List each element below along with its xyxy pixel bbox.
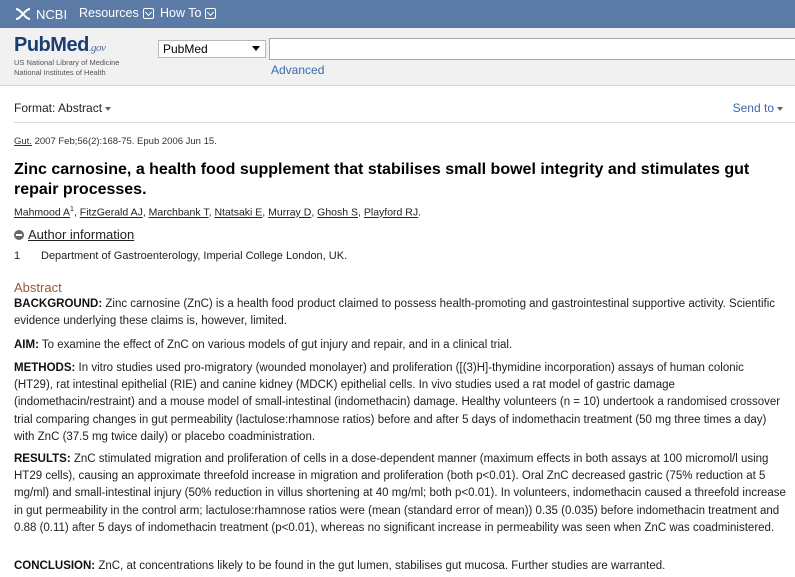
format-label: Format: (14, 101, 56, 115)
conclusion-text: ZnC, at concentrations likely to be found in the gut lumen, stabilises gut mucosa. Further studies are warranted. (95, 560, 666, 572)
abstract-aim (14, 337, 786, 354)
abstract-results (14, 451, 786, 537)
database-select[interactable] (158, 40, 266, 58)
conclusion-label: CONCLUSION: (14, 560, 96, 572)
background-label: BACKGROUND: (14, 298, 103, 310)
format-value: Abstract (58, 101, 103, 115)
ncbi-label: NCBI (36, 6, 68, 22)
author-link[interactable]: Mahmood A (14, 206, 71, 219)
aim-text: To examine the effect of ZnC on various models of gut injury and repair, and in a clinical trial. (38, 339, 513, 351)
nih-line: National Institutes of Health (14, 68, 106, 77)
methods-text: In vitro studies used pro-migratory (wounded monolayer) and proliferation ([(3)H]-thymidine incorporation) assays of human colonic (HT29), rat intestinal epithelial (RIE) and canine kidney (MDCK) epithelial cells. In vivo studies used a rat model of gastric damage (indomethacin/restraint) and a mouse model of small-intestinal (indomethacin) damage. Healthy volunteers (n = 10) undertook a randomised crossover trial comparing changes in gut permeability (lactulose:rhamnose ratios) before and after 5 days of indomethacin treatment (50 mg three times a day) with ZnC (37.5 mg twice daily) or placebo coadministration. (14, 362, 781, 443)
advanced-search-link[interactable]: Advanced (271, 63, 325, 77)
author-information-label: Author information (28, 227, 135, 242)
howto-menu[interactable] (160, 6, 216, 20)
author-link[interactable]: Ntatsaki E (214, 206, 263, 219)
howto-label: How To (160, 6, 202, 20)
chevron-down-icon (205, 8, 216, 19)
collapse-icon (14, 230, 24, 240)
author-information-toggle[interactable] (14, 227, 134, 242)
database-value: PubMed (163, 42, 208, 56)
results-text: ZnC stimulated migration and proliferation of cells in a dose-dependent manner (maximum effects in both assays at 100 micromol/l using HT29 cells), causing an approximate threefold increase in migration and proliferation (both p<0.01). Oral ZnC decreased gastric (75% reduction at 5 mg/ml) and small-intestinal injury (50% reduction in villus shortening at 40 mg/ml; both p<0.01). In volunteers, indomethacin caused a threefold increase in gut permeability in the control arm; lactulose:rhamnose ratios were (mean (standard error of mean)) 0.35 (0.035) before indomethacin treatment and 0.88 (0.11) after 5 days of indomethacin treatment (p<0.01), whereas no significant increase in permeability was seen when ZnC was coadministered. (14, 453, 786, 534)
abstract-background (14, 296, 786, 330)
citation (14, 136, 217, 147)
caret-down-icon (777, 107, 783, 111)
author-link[interactable]: Murray D (268, 206, 312, 219)
author-link[interactable]: Marchbank T (148, 206, 209, 219)
caret-down-icon (105, 107, 111, 111)
article-title: Zinc carnosine, a health food supplement that stabilises small bowel integrity and stimulates gut repair processes. (14, 161, 750, 198)
ncbi-helix-icon (14, 6, 32, 22)
chevron-down-icon (143, 8, 154, 19)
nlm-line: US National Library of Medicine (14, 58, 120, 67)
send-to-menu[interactable] (733, 101, 783, 115)
journal-link[interactable]: Gut. (14, 136, 32, 147)
abstract-heading: Abstract (14, 280, 62, 295)
citation-details: 2007 Feb;56(2):168-75. Epub 2006 Jun 15. (31, 136, 217, 147)
logo-pub: Pub (14, 34, 51, 56)
ncbi-topbar (0, 0, 795, 28)
ncbi-logo-link[interactable] (14, 5, 67, 23)
affiliation (14, 250, 347, 262)
author-link[interactable]: Playford RJ (363, 206, 419, 219)
divider (14, 122, 795, 123)
affiliation-text: Department of Gastroenterology, Imperial College London, UK. (41, 250, 348, 262)
abstract-methods (14, 360, 786, 446)
author-list: Mahmood $A^1$, FitzGerald AJ, Marchbank T, Ntatsaki E, Murray D, Ghosh S, Playford RJ. (14, 206, 422, 219)
affiliation-sup: 1 (70, 206, 74, 213)
abstract-conclusion (14, 558, 786, 575)
send-to-label: Send to (732, 101, 774, 115)
dropdown-arrow-icon (252, 46, 260, 51)
resources-label: Resources (79, 6, 139, 20)
search-band (0, 28, 795, 86)
resources-menu[interactable] (79, 6, 154, 20)
logo-gov: .gov (88, 42, 106, 54)
pubmed-logo[interactable] (14, 34, 119, 77)
search-input[interactable] (269, 38, 795, 60)
author-link[interactable]: FitzGerald AJ (79, 206, 143, 219)
format-selector[interactable] (14, 101, 111, 115)
author-link[interactable]: Ghosh S (317, 206, 359, 219)
logo-med: Med (50, 34, 89, 56)
results-label: RESULTS: (14, 453, 71, 465)
affiliation-number: 1 (14, 250, 21, 262)
aim-label: AIM: (14, 339, 39, 351)
methods-label: METHODS: (14, 362, 76, 374)
background-text: Zinc carnosine (ZnC) is a health food product claimed to possess health-promoting and gastrointestinal supportive activity. Scientific evidence underlying these claims is, however, limited. (14, 298, 776, 328)
